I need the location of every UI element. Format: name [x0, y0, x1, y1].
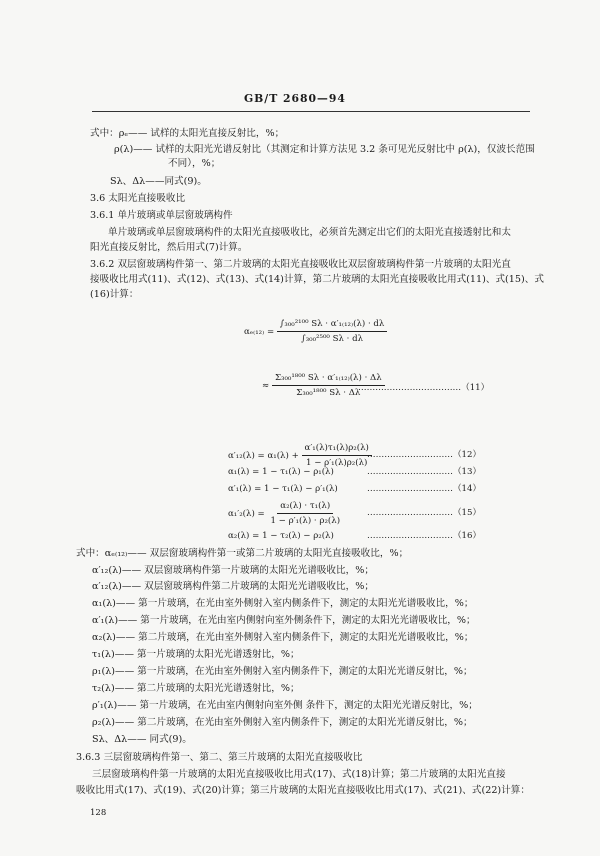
header-rule	[92, 111, 530, 112]
definition-line: ρ₁(λ)—— 第一片玻璃，在光由室外侧射入室内侧条件下，测定的太阳光光谱反射比，%；	[92, 666, 473, 677]
definition-line: τ₁(λ)—— 第一片玻璃的太阳光光谱透射比，%；	[92, 649, 300, 660]
equation-number: …………………………（15）	[367, 508, 482, 518]
paragraph-line: (16)计算：	[90, 289, 139, 300]
equation-16: α₂(λ) = 1 − τ₂(λ) − ρ₂(λ)	[228, 531, 334, 541]
equation-number: …………………………（12）	[367, 450, 482, 460]
equation-number: …………………………（14）	[367, 484, 482, 494]
paragraph-line: 三层窗玻璃构件第一片玻璃的太阳光直接吸收比用式(17)、式(18)计算；第二片玻璃的太阳光直接	[92, 769, 506, 780]
definition-line: Sλ、Δλ——同式(9)。	[110, 176, 207, 187]
definition-line: Sλ、Δλ—— 同式(9)。	[92, 734, 192, 745]
subsection-heading: 3.6.3 三层窗玻璃构件第一、第二、第三片玻璃的太阳光直接吸收比	[76, 752, 363, 763]
paragraph-line: 阳光直接反射比，然后用式(7)计算。	[90, 242, 248, 253]
equation-11-integral: αₑ₍₁₂₎ = $\frac{\text{∫₃₀₀²¹⁰⁰ Sλ · α′₁₍₁₂₎(λ) · dλ}}{\text{∫₃₀₀²⁵⁰⁰ Sλ · dλ}}$	[244, 318, 387, 345]
equation-15: α₁′₂(λ) = $\frac{\text{α₂(λ) · τ₁(λ)}}{\text{1 − ρ′₁(λ) · ρ₂(λ)}}$	[228, 501, 341, 526]
definition-line: 式中：ρₑ—— 试样的太阳光直接反射比，%；	[90, 128, 285, 139]
definition-line: α₁(λ)—— 第一片玻璃，在光由室外侧射入室内侧条件下，测定的太阳光光谱吸收比，%；	[92, 598, 474, 609]
subsection-heading: 3.6.1 单片玻璃或单层窗玻璃构件	[90, 210, 233, 221]
definition-line: ρ′₁(λ)—— 第一片玻璃，在光由室内侧射向室外侧 条件下，测定的太阳光光谱反射比，%；	[92, 700, 478, 711]
definition-line: α′₁(λ)—— 第一片玻璃，在光由室内侧射向室外侧条件下，测定的太阳光光谱吸收比，%；	[92, 615, 476, 626]
definition-line: τ₂(λ)—— 第二片玻璃的太阳光光谱透射比，%；	[92, 683, 300, 694]
paragraph-line: 单片玻璃或单层窗玻璃构件的太阳光直接吸收比，必须首先测定出它们的太阳光直接透射比和太	[108, 227, 511, 238]
equation-14: α′₁(λ) = 1 − τ₁(λ) − ρ′₁(λ)	[228, 484, 338, 494]
paragraph-line: 接吸收比用式(11)、式(12)、式(13)、式(14)计算，第二片玻璃的太阳光直接吸收比用式(11)、式(15)、式	[90, 274, 544, 285]
equation-11-sum: ≈ $\frac{\text{Σ₃₀₀¹⁸⁰⁰ Sλ · α′₁₍₁₂₎(λ) · Δλ}}{\text{Σ₃₀₀¹⁸⁰⁰ Sλ · Δλ}}$	[262, 372, 385, 399]
definition-line: α′₁₂(λ)—— 双层窗玻璃构件第二片玻璃的太阳光光谱吸收比，%；	[92, 581, 374, 592]
definition-line: ρ(λ)—— 试样的太阳光光谱反射比（其测定和计算方法见 3.2 条可见光反射比中 ρ(λ)，仅波长范围	[114, 144, 535, 155]
document-header: GB/T 2680—94	[243, 92, 346, 105]
page-number: 128	[90, 808, 107, 818]
definition-line: ρ₂(λ)—— 第二片玻璃，在光由室外侧射入室内侧条件下，测定的太阳光光谱反射比，%；	[92, 717, 473, 728]
paragraph-line: 3.6.2 双层窗玻璃构件第一、第二片玻璃的太阳光直接吸收比双层窗玻璃构件第一片玻璃的太阳光直	[90, 259, 511, 270]
equation-12: α′₁₂(λ) = α₁(λ) + $\frac{\text{α′₁(λ)τ₁(λ)ρ₂(λ)}}{\text{1 − ρ′₁(λ)ρ₂(λ)}}$	[228, 442, 372, 469]
equation-number: …………………………（16）	[367, 531, 482, 541]
definition-line: 不同），%；	[168, 158, 221, 169]
definition-line: α′₁₂(λ)—— 双层窗玻璃构件第一片玻璃的太阳光光谱吸收比，%；	[92, 565, 374, 576]
section-heading: 3.6 太阳光直接吸收比	[90, 193, 186, 204]
definition-line: 式中：αₑ₍₁₂₎—— 双层窗玻璃构件第一或第二片玻璃的太阳光直接吸收比，%；	[76, 548, 409, 559]
equation-13: α₁(λ) = 1 − τ₁(λ) − ρ₁(λ)	[228, 467, 334, 477]
equation-number: …………………………（13）	[367, 467, 482, 477]
equation-number: ………………………………（11）	[358, 383, 490, 393]
definition-line: α₂(λ)—— 第二片玻璃，在光由室外侧射入室内侧条件下，测定的太阳光光谱吸收比，%；	[92, 632, 474, 643]
paragraph-line: 吸收比用式(17)、式(19)、式(20)计算；第三片玻璃的太阳光直接吸收比用式(17)、式(21)、式(22)计算：	[76, 785, 530, 796]
